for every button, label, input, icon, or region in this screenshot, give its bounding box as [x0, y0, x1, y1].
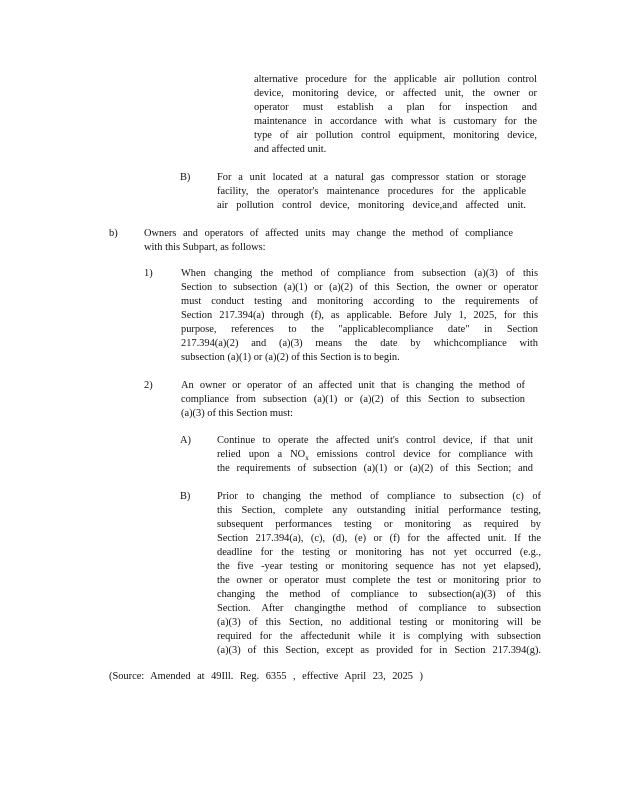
text-line: compliance from subsection (a)(1) or (a)(2) of this Section to subsection: [181, 394, 525, 405]
text-line: operator must establish a plan for inspection and: [254, 102, 537, 113]
item-paragraph: [217, 434, 533, 476]
text-line: must conduct testing and monitoring according to the requirements of: [181, 296, 538, 307]
text-line: (Source: Amended at 49Ill. Reg. 6355 , effective April 23, 2025 ): [109, 671, 423, 682]
item-label: B): [180, 172, 191, 183]
text-fragment: emissions control device for compliance with: [316, 449, 533, 460]
text-line: An owner or operator of an affected unit that is changing the method of: [181, 380, 525, 391]
subsection-label: b): [109, 228, 118, 239]
text-line: For a unit located at a natural gas compressor station or storage: [217, 172, 526, 183]
text-line: subsection (a)(1) or (a)(2) of this Section is to begin.: [181, 352, 400, 363]
item-label: B): [180, 491, 191, 502]
text-line: the requirements of subsection (a)(1) or (a)(2) of this Section; and: [217, 463, 533, 474]
item-paragraph: [181, 379, 525, 421]
text-line: When changing the method of compliance from subsection (a)(3) of this: [181, 268, 538, 279]
item-label: 2): [144, 380, 153, 391]
text-line: Owners and operators of affected units may change the method of compliance: [144, 228, 513, 239]
text-line: subsequent performances testing or monitoring as required by: [217, 519, 541, 530]
text-line: the owner or operator must complete the test or monitoring prior to: [217, 575, 541, 586]
text-line: (a)(3) of this Section, except as provided for in Section 217.394(g).: [217, 645, 541, 656]
subscript-x: x: [305, 454, 309, 462]
text-line: device, monitoring device, or affected unit, the owner or: [254, 88, 537, 99]
text-line: Continue to operate the affected unit's control device, if that unit: [217, 435, 533, 446]
text-line: 217.394(a)(2) and (a)(3) means the date by whichcompliance with: [181, 338, 538, 349]
text-line: deadline for the testing or monitoring has not yet occurred (e.g.,: [217, 547, 541, 558]
source-note: [109, 670, 423, 684]
text-line: (a)(3) of this Section, no additional testing or monitoring will be: [217, 617, 541, 628]
text-fragment: relied upon a NO: [217, 449, 306, 460]
text-line: (a)(3) of this Section must:: [181, 408, 293, 419]
text-line: purpose, references to the "applicablecompliance date" in Section: [181, 324, 538, 335]
text-line: and affected unit.: [254, 144, 327, 155]
text-line: Section. After changingthe method of compliance to subsection: [217, 603, 541, 614]
text-line: Section 217.394(a) through (f), as applicable. Before July 1, 2025, for this: [181, 310, 538, 321]
text-line: with this Subpart, as follows:: [144, 242, 266, 253]
item-paragraph: [181, 267, 538, 365]
text-line: [217, 448, 533, 462]
item-paragraph: [217, 171, 526, 213]
item-label: A): [180, 435, 191, 446]
text-line: changing the method of compliance to subsection(a)(3) of this: [217, 589, 541, 600]
text-line: required for the affectedunit while it is complying with subsection: [217, 631, 541, 642]
text-line: maintenance in accordance with what is customary for the: [254, 116, 537, 127]
text-line: this Section, complete any outstanding initial performance testing,: [217, 505, 541, 516]
continuation-paragraph: [254, 73, 537, 157]
item-paragraph: [217, 490, 541, 658]
item-label: 1): [144, 268, 153, 279]
text-line: the five -year testing or monitoring sequence has not yet elapsed),: [217, 561, 541, 572]
text-line: Section 217.394(a), (c), (d), (e) or (f) for the affected unit. If the: [217, 533, 541, 544]
text-line: facility, the operator's maintenance procedures for the applicable: [217, 186, 526, 197]
text-line: type of air pollution control equipment, monitoring device,: [254, 130, 537, 141]
text-line: Section to subsection (a)(1) or (a)(2) of this Section, the owner or operator: [181, 282, 538, 293]
text-line: alternative procedure for the applicable air pollution control: [254, 74, 537, 85]
subsection-paragraph: [144, 227, 513, 255]
text-line: Prior to changing the method of compliance to subsection (c) of: [217, 491, 541, 502]
text-line: air pollution control device, monitoring device,and affected unit.: [217, 200, 526, 211]
